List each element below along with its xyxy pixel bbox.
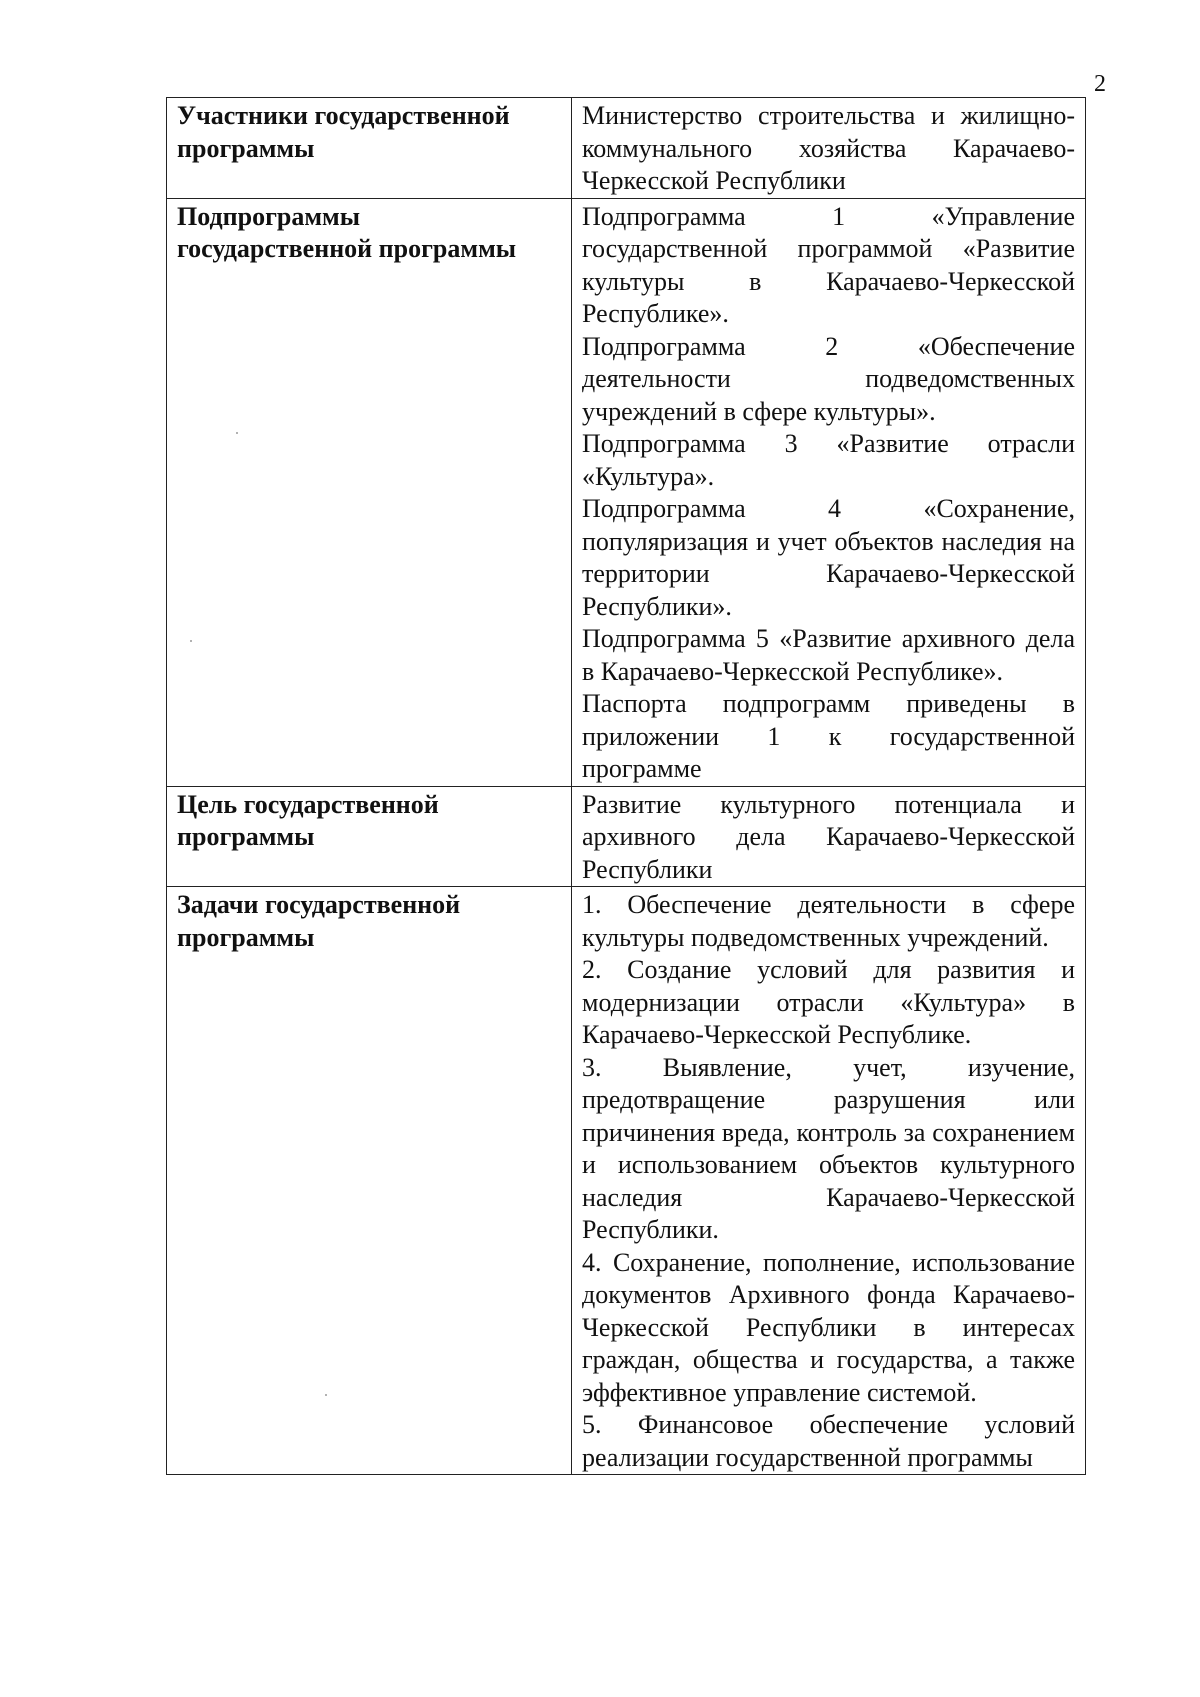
- row-value: [572, 786, 1086, 887]
- value-paragraph: Подпрограмма 1 «Управление государственной программой «Развитие культуры в Карачаево-Черкесской Республике».: [582, 201, 1075, 328]
- scan-speck: [236, 432, 238, 434]
- value-paragraph: Подпрограмма 5 «Развитие архивного дела в Карачаево-Черкесской Республике».: [582, 624, 1075, 686]
- table-row: [167, 98, 1086, 199]
- row-label: Задачи государственной программы: [167, 887, 572, 1475]
- page-number: 2: [1094, 71, 1106, 97]
- table-row: [167, 198, 1086, 786]
- table-row: [167, 786, 1086, 887]
- value-paragraph: 1. Обеспечение деятельности в сфере культуры подведомственных учреждений.: [582, 890, 1075, 952]
- scan-speck: [190, 640, 192, 642]
- row-label: Участники государственной программы: [167, 98, 572, 199]
- row-value: [572, 887, 1086, 1475]
- value-paragraph: Подпрограмма 4 «Сохранение, популяризация и учет объектов наследия на территории Карачаево-Черкесской Республики».: [582, 494, 1075, 621]
- row-value: [572, 198, 1086, 786]
- row-value: [572, 98, 1086, 199]
- table-row: [167, 887, 1086, 1475]
- value-paragraph: Министерство строительства и жилищно-коммунального хозяйства Карачаево-Черкесской Республики: [582, 101, 1075, 195]
- program-passport-table: [166, 97, 1086, 1475]
- value-paragraph: Подпрограмма 3 «Развитие отрасли «Культура».: [582, 429, 1075, 491]
- value-paragraph: 2. Создание условий для развития и модернизации отрасли «Культура» в Карачаево-Черкесской Республике.: [582, 955, 1075, 1049]
- value-paragraph: 5. Финансовое обеспечение условий реализации государственной программы: [582, 1410, 1075, 1472]
- value-paragraph: Развитие культурного потенциала и архивного дела Карачаево-Черкесской Республики: [582, 789, 1075, 884]
- value-paragraph: Подпрограмма 2 «Обеспечение деятельности подведомственных учреждений в сфере культуры».: [582, 331, 1075, 426]
- value-paragraph: Паспорта подпрограмм приведены в приложении 1 к государственной программе: [582, 689, 1075, 783]
- row-label: Цель государственной программы: [167, 786, 572, 887]
- scan-speck: [325, 1394, 327, 1396]
- value-paragraph: 4. Сохранение, пополнение, использование документов Архивного фонда Карачаево-Черкесской Республики в интересах граждан, общества и государства, а также эффективное управление системой.: [582, 1247, 1075, 1407]
- value-paragraph: 3. Выявление, учет, изучение, предотвращение разрушения или причинения вреда, контроль за сохранением и использованием объектов культурного наследия Карачаево-Черкесской Республики.: [582, 1052, 1075, 1244]
- row-label: Подпрограммы государственной программы: [167, 198, 572, 786]
